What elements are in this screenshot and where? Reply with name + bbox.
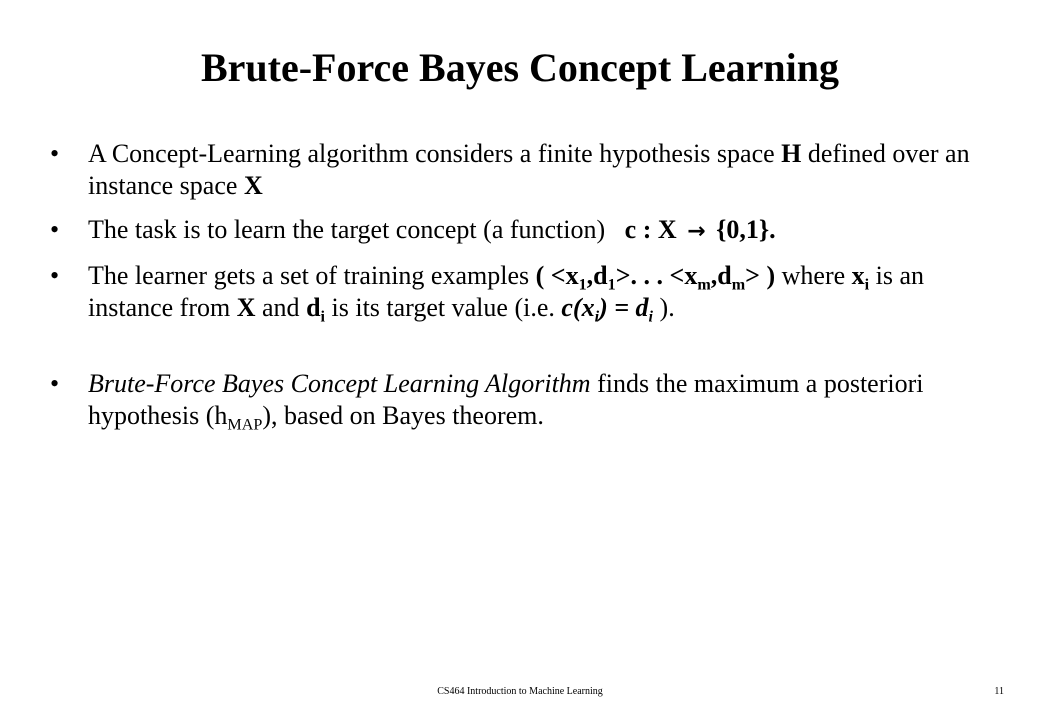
page-number: 11: [994, 686, 1004, 697]
slide-title: Brute-Force Bayes Concept Learning: [200, 45, 840, 90]
symbol-X: X: [243, 171, 263, 200]
bullet-marker: •: [50, 139, 60, 168]
text-run: ), based on Bayes theorem.: [262, 401, 544, 430]
text-run: finds the maximum a posteriori hypothesis (h: [88, 369, 924, 430]
text-run: is an instance from: [88, 261, 925, 322]
symbol-H: H: [781, 139, 802, 168]
symbol-X: X: [236, 293, 256, 322]
bullet-marker: •: [50, 261, 60, 290]
text-run: where: [775, 261, 852, 290]
codomain-set: {0,1}.: [716, 215, 776, 244]
training-tuple: ( $<x_1,d_1>$. . . $<x_m,d_m>$ ): [535, 261, 776, 294]
bullet-list: [50, 138, 1010, 444]
text-run: A Concept-Learning algorithm considers a finite hypothesis space: [88, 139, 782, 168]
function-signature: c : X: [624, 215, 677, 244]
text-run: The task is to learn the target concept (a function): [88, 215, 612, 244]
text-run: The learner gets a set of training examples: [88, 261, 536, 290]
bullet-hypothesis-space: [50, 138, 1010, 202]
bullet-marker: •: [50, 369, 60, 398]
text-run: and: [255, 293, 307, 322]
bullet-training-examples: [50, 260, 1010, 324]
bullet-target-concept: [50, 214, 1010, 248]
text-run: is its target value (i.e.: [325, 293, 562, 322]
target-equation: $c(x_i) = d_i$: [561, 293, 654, 326]
footer-course: CS464 Introduction to Machine Learning: [437, 686, 603, 697]
bullet-marker: •: [50, 215, 60, 244]
map-subscript: MAP: [227, 416, 263, 434]
text-run: ).: [653, 293, 675, 322]
symbol-di: $d_i$: [306, 293, 326, 326]
text-run: defined over an instance space: [88, 139, 970, 200]
symbol-xi: $x_i$: [851, 261, 870, 294]
algorithm-name: Brute-Force Bayes Concept Learning Algorithm: [88, 369, 591, 398]
bullet-algorithm: [50, 368, 1010, 432]
right-arrow-icon: →: [687, 219, 706, 244]
